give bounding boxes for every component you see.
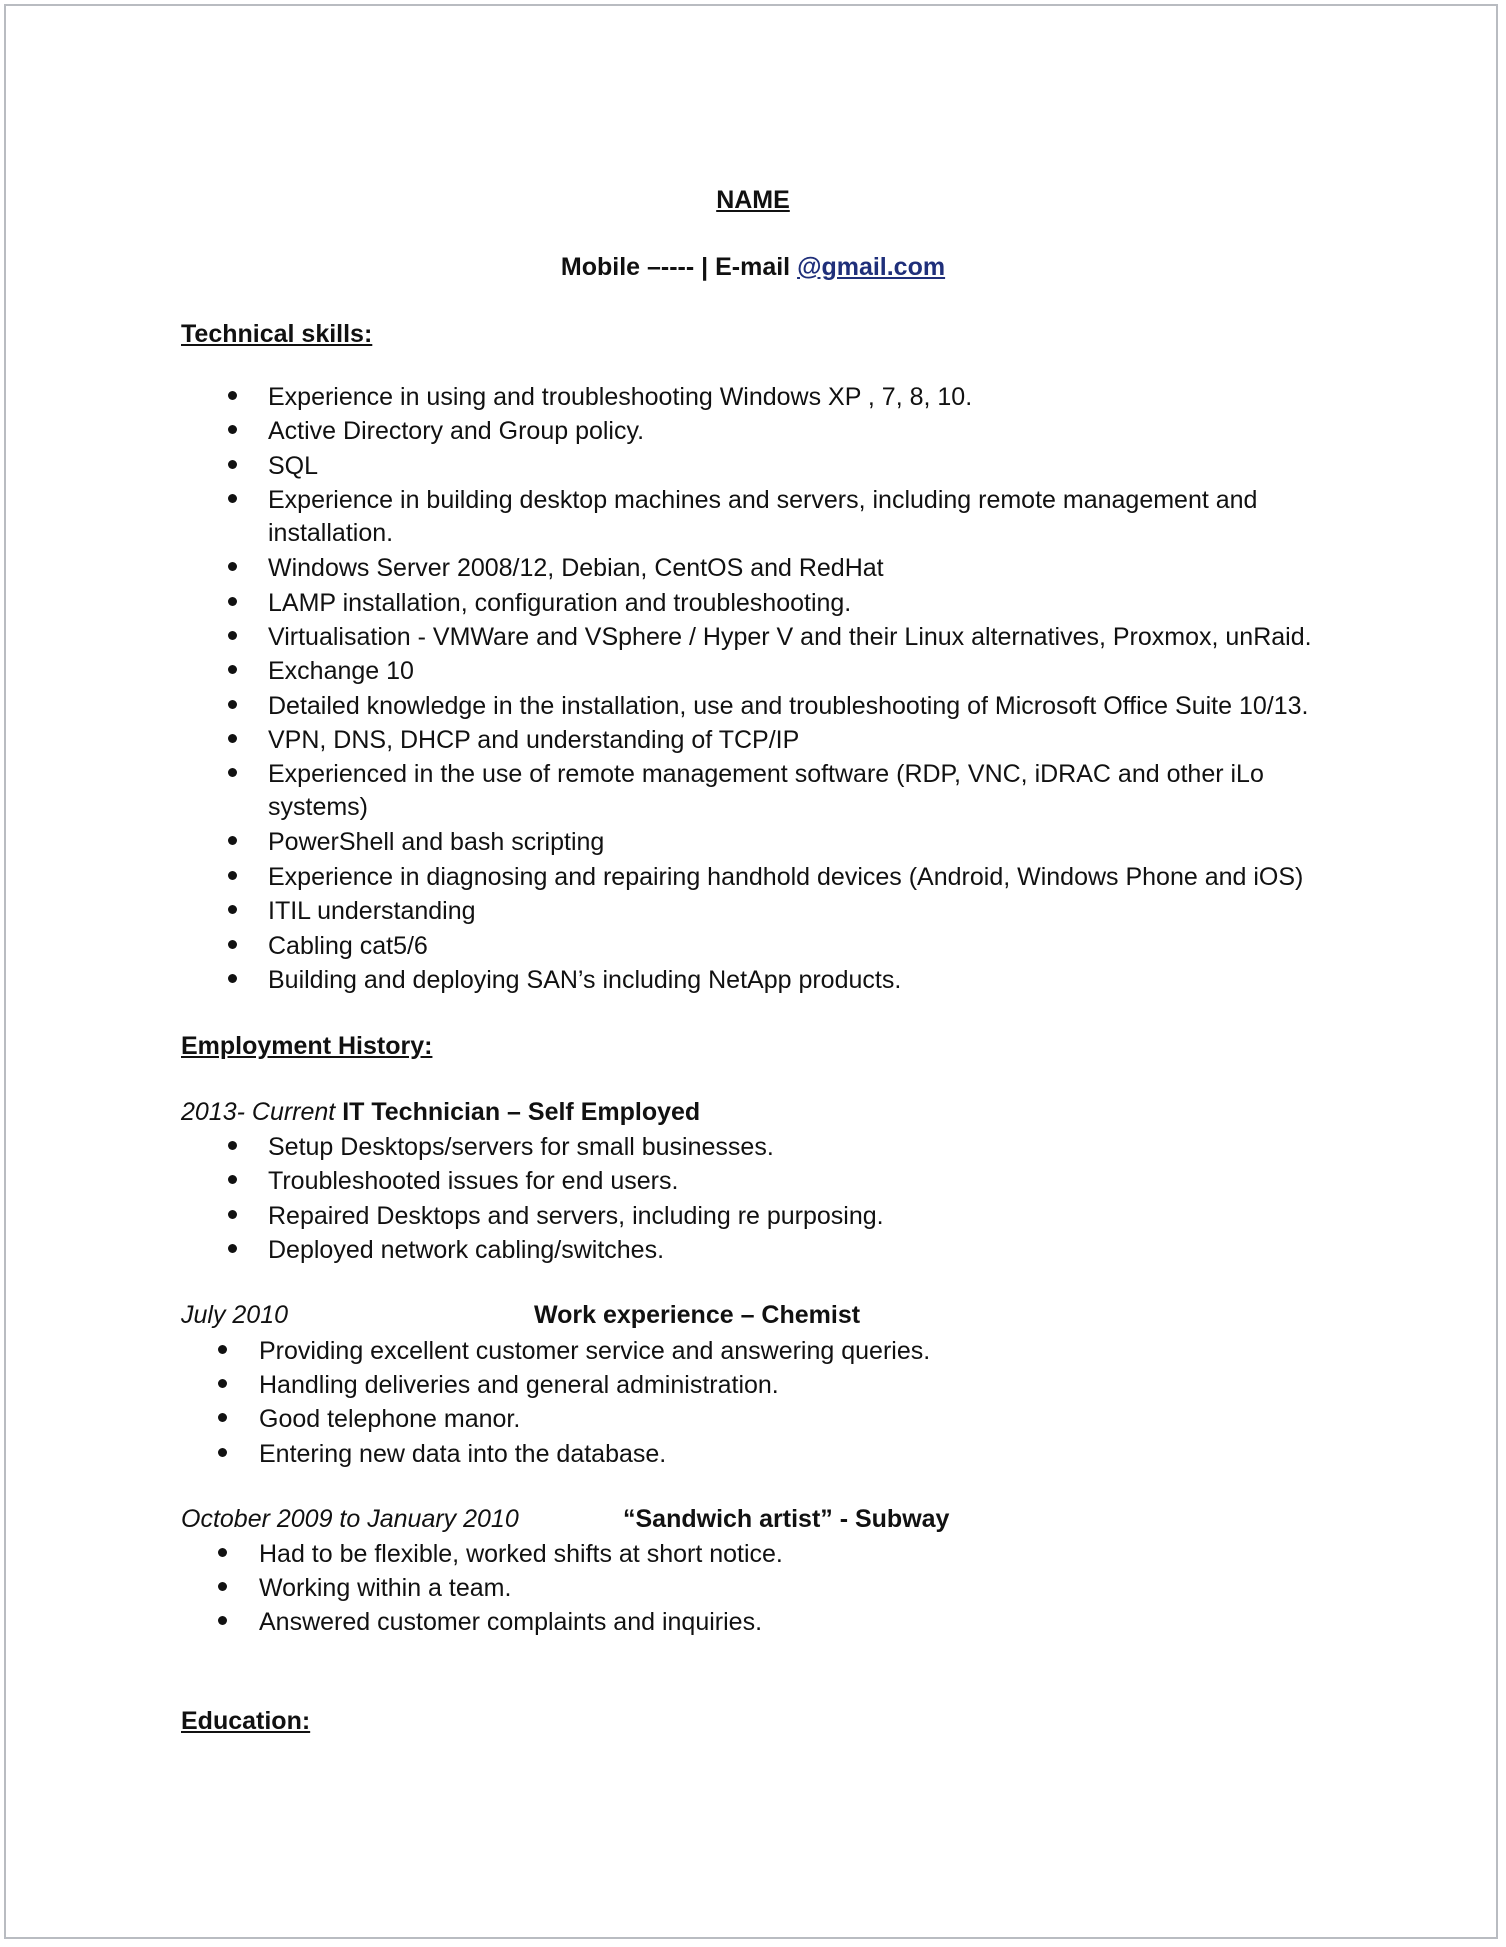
bullet-icon — [228, 494, 237, 503]
duty-item: Answered customer complaints and inquiries. — [259, 1608, 763, 1636]
skill-item: Detailed knowledge in the installation, use and troubleshooting of Microsoft Office Suite 10/13. — [268, 692, 1309, 720]
bullet-icon — [228, 734, 237, 743]
duty-item: Repaired Desktops and servers, including re purposing. — [268, 1202, 884, 1230]
bullet-icon — [228, 562, 237, 571]
bullet-icon — [218, 1616, 227, 1625]
duty-item: Troubleshooted issues for end users. — [268, 1167, 679, 1195]
employment-heading: Employment History: — [181, 1032, 433, 1060]
skill-item: Exchange 10 — [268, 657, 414, 685]
duty-item: Working within a team. — [259, 1574, 512, 1602]
bullet-icon — [228, 768, 237, 777]
skill-item: SQL — [268, 452, 319, 480]
bullet-icon — [228, 597, 237, 606]
job-period: 2013- Current — [181, 1098, 336, 1126]
duty-item: Good telephone manor. — [259, 1405, 521, 1433]
job-header — [181, 1095, 700, 1129]
bullet-icon — [228, 940, 237, 949]
skill-item: Experience in diagnosing and repairing handhold devices (Android, Windows Phone and iOS) — [268, 863, 1304, 891]
job-title: Work experience – Chemist — [534, 1301, 861, 1329]
resume-page — [4, 4, 1498, 1939]
bullet-icon — [228, 836, 237, 845]
bullet-icon — [228, 1244, 237, 1253]
skill-item: Virtualisation - VMWare and VSphere / Hyper V and their Linux alternatives, Proxmox, unRaid. — [268, 623, 1312, 651]
bullet-icon — [228, 665, 237, 674]
bullet-icon — [218, 1448, 227, 1457]
duty-item: Had to be flexible, worked shifts at short notice. — [259, 1540, 783, 1568]
skill-item-continued: installation. — [268, 519, 394, 547]
bullet-icon — [218, 1548, 227, 1557]
skill-item: Cabling cat5/6 — [268, 932, 428, 960]
bullet-icon — [228, 700, 237, 709]
skill-item: Experience in building desktop machines and servers, including remote management and — [268, 486, 1258, 514]
technical-skills-heading: Technical skills: — [181, 320, 373, 348]
duty-item: Entering new data into the database. — [259, 1440, 667, 1468]
bullet-icon — [228, 631, 237, 640]
email-link[interactable]: @gmail.com — [797, 253, 946, 281]
job-period: July 2010 — [181, 1301, 289, 1329]
job-period: October 2009 to January 2010 — [181, 1505, 519, 1533]
bullet-icon — [218, 1582, 227, 1591]
bullet-icon — [228, 460, 237, 469]
skill-item-continued: systems) — [268, 793, 368, 821]
bullet-icon — [218, 1413, 227, 1422]
duty-item: Providing excellent customer service and answering queries. — [259, 1337, 931, 1365]
bullet-icon — [228, 391, 237, 400]
bullet-icon — [228, 425, 237, 434]
duty-item: Deployed network cabling/switches. — [268, 1236, 665, 1264]
skill-item: ITIL understanding — [268, 897, 476, 925]
skill-item: LAMP installation, configuration and troubleshooting. — [268, 589, 852, 617]
skill-item: Active Directory and Group policy. — [268, 417, 645, 445]
contact-line — [6, 250, 1500, 284]
bullet-icon — [218, 1379, 227, 1388]
bullet-icon — [228, 1141, 237, 1150]
duty-item: Setup Desktops/servers for small businesses. — [268, 1133, 774, 1161]
skill-item: PowerShell and bash scripting — [268, 828, 605, 856]
skill-item: Experience in using and troubleshooting Windows XP , 7, 8, 10. — [268, 383, 973, 411]
education-heading: Education: — [181, 1707, 311, 1735]
resume-name: NAME — [716, 186, 790, 214]
job-title: “Sandwich artist” - Subway — [623, 1505, 950, 1533]
bullet-icon — [228, 1175, 237, 1184]
skill-item: Windows Server 2008/12, Debian, CentOS and RedHat — [268, 554, 884, 582]
bullet-icon — [228, 1210, 237, 1219]
duty-item: Handling deliveries and general administration. — [259, 1371, 779, 1399]
job-title: IT Technician – Self Employed — [342, 1098, 701, 1126]
skill-item: VPN, DNS, DHCP and understanding of TCP/IP — [268, 726, 800, 754]
bullet-icon — [228, 905, 237, 914]
bullet-icon — [218, 1345, 227, 1354]
bullet-icon — [228, 871, 237, 880]
skill-item: Experienced in the use of remote management software (RDP, VNC, iDRAC and other iLo — [268, 760, 1264, 788]
bullet-icon — [228, 974, 237, 983]
skill-item: Building and deploying SAN’s including NetApp products. — [268, 966, 902, 994]
contact-prefix: Mobile –---- | E-mail — [560, 253, 798, 281]
